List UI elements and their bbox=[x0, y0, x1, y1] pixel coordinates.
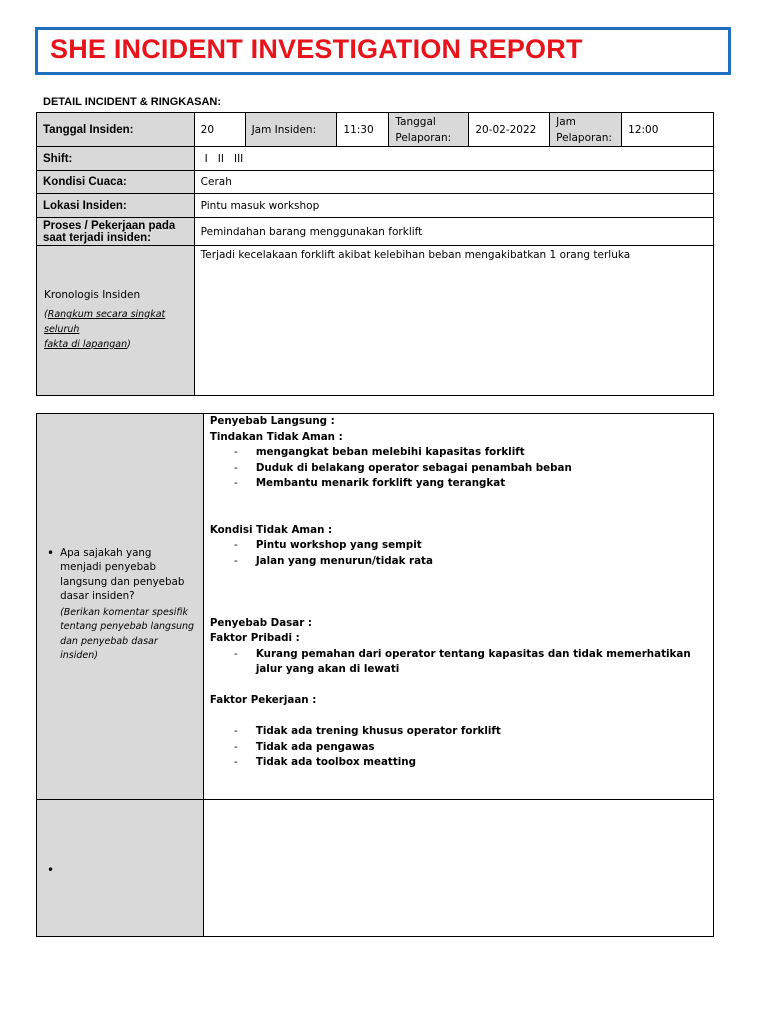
kronologis-note-close: ) bbox=[127, 339, 131, 350]
proses-label-line1: Proses / Pekerjaan pada bbox=[43, 219, 176, 232]
shift-value[interactable] bbox=[194, 147, 713, 171]
penyebab-question-cell bbox=[37, 414, 204, 800]
tanggal-pelaporan-value[interactable]: 20-02-2022 bbox=[469, 113, 550, 147]
list-item bbox=[210, 647, 705, 678]
faktor-pekerjaan-title: Faktor Pekerjaan : bbox=[209, 694, 317, 706]
list-item-text: Membantu menarik forklift yang terangkat bbox=[255, 477, 506, 489]
jam-pelaporan-value[interactable]: 12:00 bbox=[622, 113, 714, 147]
cuaca-value[interactable]: Cerah bbox=[194, 171, 713, 194]
penyebab-table bbox=[36, 413, 714, 937]
list-item-text: Tidak ada trening khusus operator forklift bbox=[255, 725, 501, 737]
kronologis-note bbox=[44, 307, 188, 352]
kondisi-list bbox=[210, 538, 705, 569]
cuaca-label: Kondisi Cuaca: bbox=[37, 171, 195, 194]
list-item-text: Pintu workshop yang sempit bbox=[255, 539, 422, 551]
lokasi-value[interactable]: Pintu masuk workshop bbox=[194, 194, 713, 218]
penyebab-dasar-title: Penyebab Dasar : bbox=[209, 616, 312, 629]
tanggal-insiden-value[interactable]: 20 bbox=[194, 113, 245, 147]
list-item bbox=[210, 724, 705, 740]
empty-question-cell bbox=[37, 800, 204, 937]
proses-label-line2: saat terjadi insiden: bbox=[43, 231, 152, 244]
list-item bbox=[210, 755, 705, 771]
kronologis-label-cell bbox=[37, 246, 195, 396]
penyebab-answer[interactable] bbox=[203, 414, 713, 800]
list-item-text: Duduk di belakang operator sebagai penambah beban bbox=[255, 461, 572, 474]
list-item-text: Jalan yang menurun/tidak rata bbox=[255, 554, 433, 567]
dash-marker: - bbox=[233, 647, 238, 660]
tanggal-pelaporan-label-line1: Tanggal bbox=[395, 115, 436, 128]
dash-marker: - bbox=[233, 725, 238, 737]
tindakan-title: Tindakan Tidak Aman : bbox=[209, 430, 343, 443]
kronologis-label: Kronologis Insiden bbox=[44, 289, 141, 301]
list-item bbox=[210, 445, 705, 461]
dash-marker: - bbox=[233, 446, 238, 458]
tanggal-pelaporan-label-line2: Pelaporan: bbox=[395, 131, 452, 144]
shift-option-2[interactable]: II bbox=[217, 152, 224, 165]
list-item bbox=[210, 740, 705, 756]
list-item bbox=[210, 538, 705, 554]
kondisi-title: Kondisi Tidak Aman : bbox=[209, 523, 333, 536]
section-detail-label: DETAIL INCIDENT & RINGKASAN: bbox=[43, 96, 222, 108]
report-title: SHE INCIDENT INVESTIGATION REPORT bbox=[50, 34, 583, 64]
dash-marker: - bbox=[233, 554, 238, 567]
list-item-text: Tidak ada toolbox meatting bbox=[255, 756, 416, 768]
kronologis-note-line2: fakta di lapangan bbox=[44, 339, 128, 350]
title-box bbox=[35, 27, 731, 75]
dash-marker: - bbox=[233, 756, 238, 768]
shift-option-1[interactable]: I bbox=[204, 152, 208, 165]
tindakan-list bbox=[210, 445, 705, 492]
jam-insiden-label: Jam Insiden: bbox=[245, 113, 337, 147]
lokasi-label: Lokasi Insiden: bbox=[37, 194, 195, 218]
jam-insiden-value[interactable]: 11:30 bbox=[337, 113, 389, 147]
list-item-text: mengangkat beban melebihi kapasitas forklift bbox=[255, 446, 525, 458]
list-item bbox=[210, 476, 705, 492]
dash-marker: - bbox=[233, 539, 238, 551]
list-item-text: Tidak ada pengawas bbox=[255, 740, 375, 753]
tanggal-insiden-label: Tanggal Insiden: bbox=[37, 113, 195, 147]
penyebab-langsung-title: Penyebab Langsung : bbox=[209, 415, 335, 427]
faktor-pribadi-title: Faktor Pribadi : bbox=[209, 632, 300, 644]
empty-answer-cell[interactable] bbox=[203, 800, 713, 937]
incident-detail-table bbox=[36, 112, 714, 396]
bullet-icon: • bbox=[47, 545, 55, 560]
jam-pelaporan-label-line1: Jam bbox=[556, 115, 576, 128]
pekerjaan-list bbox=[210, 724, 705, 771]
jam-pelaporan-label bbox=[550, 113, 622, 147]
kronologis-note-line1: Rangkum secara singkat seluruh bbox=[44, 309, 166, 335]
jam-pelaporan-label-line2: Pelaporan: bbox=[556, 131, 612, 144]
penyebab-note: (Berikan komentar spesifik tentang penyebab langsung dan penyebab dasar insiden) bbox=[60, 606, 195, 661]
shift-option-3[interactable]: III bbox=[233, 152, 244, 165]
tanggal-pelaporan-label bbox=[389, 113, 469, 147]
proses-label bbox=[37, 218, 195, 246]
list-item bbox=[210, 461, 705, 477]
proses-value[interactable]: Pemindahan barang menggunakan forklift bbox=[194, 218, 713, 246]
bullet-icon: • bbox=[47, 862, 55, 877]
penyebab-question: Apa sajakah yang menjadi penyebab langsung dan penyebab dasar insiden? bbox=[60, 546, 185, 602]
shift-label: Shift: bbox=[37, 147, 195, 171]
kronologis-note-open: ( bbox=[44, 309, 48, 320]
kronologis-value[interactable]: Terjadi kecelakaan forklift akibat kelebihan beban mengakibatkan 1 orang terluka bbox=[194, 246, 713, 396]
pribadi-list bbox=[210, 647, 705, 678]
list-item-text: Kurang pemahan dari operator tentang kapasitas dan tidak memerhatikan jalur yang akan di lewati bbox=[255, 647, 691, 675]
list-item bbox=[210, 554, 705, 570]
dash-marker: - bbox=[233, 740, 238, 753]
dash-marker: - bbox=[233, 477, 238, 489]
dash-marker: - bbox=[233, 461, 238, 474]
